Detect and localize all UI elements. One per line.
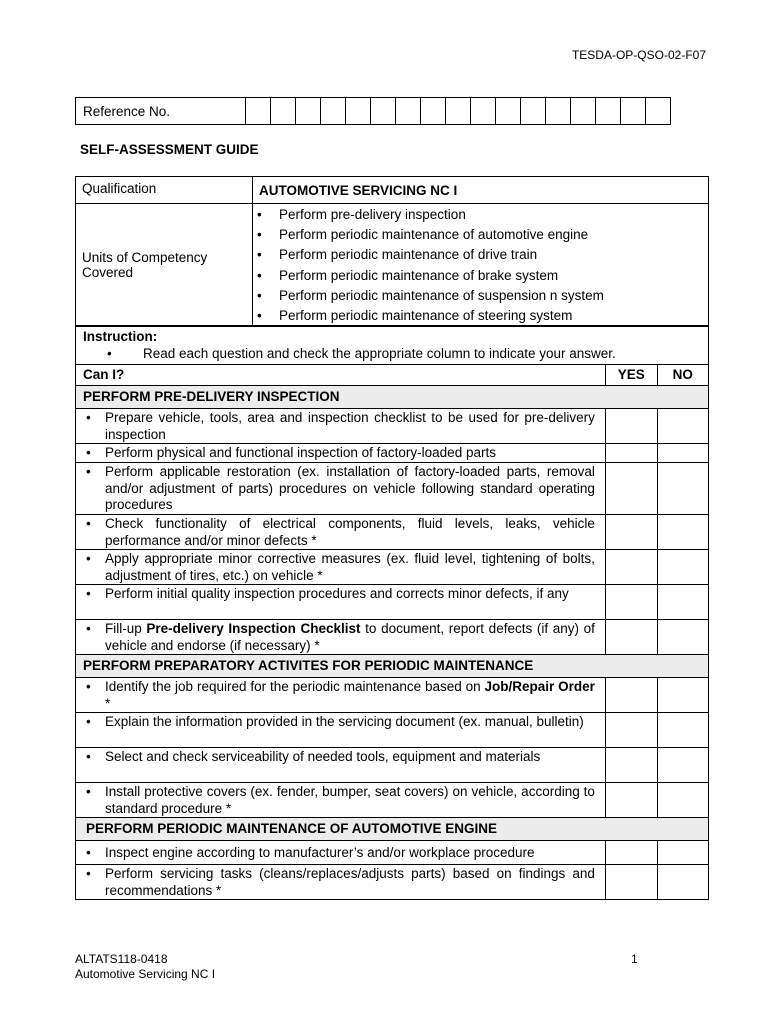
unit-item: • Perform periodic maintenance of brake system bbox=[253, 266, 708, 286]
yes-header: YES bbox=[605, 365, 657, 386]
no-checkbox[interactable] bbox=[657, 783, 708, 818]
reference-box[interactable] bbox=[471, 98, 496, 125]
assessment-item: • Check functionality of electrical components, fluid levels, leaks, vehicle performance and/or minor defects * bbox=[76, 515, 606, 550]
no-checkbox[interactable] bbox=[657, 678, 708, 713]
reference-number-table bbox=[75, 97, 671, 125]
item-text-b: to document, report defects (if any) of vehicle and endorse (if necessary) * bbox=[105, 621, 595, 653]
reference-box[interactable] bbox=[346, 98, 371, 125]
assessment-item: • Apply appropriate minor corrective measures (ex. fluid level, tightening of bolts, adjustment of tires, etc.) on vehicle * bbox=[76, 550, 606, 585]
item-text: Perform initial quality inspection procedures and corrects minor defects, if any bbox=[105, 586, 569, 601]
no-checkbox[interactable] bbox=[657, 515, 708, 550]
yes-checkbox[interactable] bbox=[605, 550, 657, 585]
yes-checkbox[interactable] bbox=[605, 585, 657, 620]
footer-code: ALTATS118-0418 bbox=[75, 952, 168, 966]
item-text: Select and check serviceability of needed tools, equipment and materials bbox=[105, 749, 541, 764]
reference-box[interactable] bbox=[246, 98, 271, 125]
assessment-item: • Perform applicable restoration (ex. installation of factory-loaded parts, removal and/or adjustment of parts) procedures on vehicle following standard operating procedures bbox=[76, 463, 606, 515]
item-text: Perform physical and functional inspection of factory-loaded parts bbox=[105, 445, 496, 460]
page-title: SELF-ASSESSMENT GUIDE bbox=[80, 142, 259, 157]
reference-box[interactable] bbox=[496, 98, 521, 125]
unit-item: • Perform periodic maintenance of drive train bbox=[253, 245, 708, 265]
unit-item: • Perform periodic maintenance of steering system bbox=[253, 306, 708, 326]
units-label: Units of Competency Covered bbox=[76, 204, 253, 327]
yes-checkbox[interactable] bbox=[605, 620, 657, 655]
yes-checkbox[interactable] bbox=[605, 841, 657, 865]
unit-item: • Perform pre-delivery inspection bbox=[253, 205, 708, 225]
assessment-item: • Install protective covers (ex. fender, bumper, seat covers) on vehicle, according to standard procedure * bbox=[76, 783, 606, 818]
reference-box[interactable] bbox=[321, 98, 346, 125]
item-text-bold: Pre-delivery Inspection Checklist bbox=[146, 621, 361, 636]
reference-box[interactable] bbox=[421, 98, 446, 125]
assessment-item: • Identify the job required for the periodic maintenance based on Job/Repair Order * bbox=[76, 678, 606, 713]
assessment-item: • Perform initial quality inspection procedures and corrects minor defects, if any bbox=[76, 585, 606, 620]
no-checkbox[interactable] bbox=[657, 841, 708, 865]
no-checkbox[interactable] bbox=[657, 550, 708, 585]
section-header: PERFORM PERIODIC MAINTENANCE OF AUTOMOTIVE ENGINE bbox=[76, 818, 709, 841]
yes-checkbox[interactable] bbox=[605, 865, 657, 900]
units-cell bbox=[253, 204, 709, 327]
item-text-a: Identify the job required for the periodic maintenance based on bbox=[105, 679, 485, 694]
yes-checkbox[interactable] bbox=[605, 463, 657, 515]
assessment-item: • Prepare vehicle, tools, area and inspection checklist to be used for pre-delivery inspection bbox=[76, 409, 606, 444]
assessment-table bbox=[75, 325, 709, 900]
assessment-item: • Perform physical and functional inspection of factory-loaded parts bbox=[76, 444, 606, 463]
assessment-item: • Select and check serviceability of needed tools, equipment and materials bbox=[76, 748, 606, 783]
footer-title: Automotive Servicing NC I bbox=[75, 967, 216, 981]
qualification-label: Qualification bbox=[76, 177, 253, 204]
item-text-a: Fill-up bbox=[105, 621, 147, 636]
reference-box[interactable] bbox=[296, 98, 321, 125]
item-text: Prepare vehicle, tools, area and inspection checklist to be used for pre-delivery inspection bbox=[105, 410, 595, 442]
reference-box[interactable] bbox=[396, 98, 421, 125]
item-text-b: * bbox=[105, 695, 111, 711]
reference-box[interactable] bbox=[596, 98, 621, 125]
no-checkbox[interactable] bbox=[657, 748, 708, 783]
item-text: Perform applicable restoration (ex. installation of factory-loaded parts, removal and/or adjustment of parts) procedures on vehicle following standard operating procedures bbox=[105, 464, 595, 512]
reference-box[interactable] bbox=[371, 98, 396, 125]
yes-checkbox[interactable] bbox=[605, 748, 657, 783]
no-checkbox[interactable] bbox=[657, 585, 708, 620]
item-text: Apply appropriate minor corrective measures (ex. fluid level, tightening of bolts, adjustment of tires, etc.) on vehicle * bbox=[105, 551, 595, 583]
no-checkbox[interactable] bbox=[657, 620, 708, 655]
reference-box[interactable] bbox=[521, 98, 546, 125]
assessment-item: • Perform servicing tasks (cleans/replaces/adjusts parts) based on findings and recommendations * bbox=[76, 865, 606, 900]
item-text: Inspect engine according to manufacturer’s and/or workplace procedure bbox=[105, 845, 535, 860]
unit-item: • Perform periodic maintenance of automotive engine bbox=[253, 225, 708, 245]
reference-box[interactable] bbox=[571, 98, 596, 125]
reference-box[interactable] bbox=[446, 98, 471, 125]
document-code: TESDA-OP-QSO-02-F07 bbox=[571, 48, 706, 62]
yes-checkbox[interactable] bbox=[605, 409, 657, 444]
assessment-item: • Fill-up Pre-delivery Inspection Checklist to document, report defects (if any) of vehicle and endorse (if necessary) * bbox=[76, 620, 606, 655]
no-checkbox[interactable] bbox=[657, 713, 708, 748]
instruction-text: Read each question and check the appropriate column to indicate your answer. bbox=[143, 346, 616, 361]
yes-checkbox[interactable] bbox=[605, 444, 657, 463]
unit-item: • Perform periodic maintenance of suspension n system bbox=[253, 286, 708, 306]
footer bbox=[75, 952, 215, 982]
reference-box[interactable] bbox=[646, 98, 671, 125]
no-checkbox[interactable] bbox=[657, 409, 708, 444]
no-checkbox[interactable] bbox=[657, 444, 708, 463]
yes-checkbox[interactable] bbox=[605, 713, 657, 748]
yes-checkbox[interactable] bbox=[605, 783, 657, 818]
reference-box[interactable] bbox=[621, 98, 646, 125]
yes-checkbox[interactable] bbox=[605, 515, 657, 550]
units-list bbox=[253, 205, 708, 326]
no-header: NO bbox=[657, 365, 708, 386]
qualification-value: AUTOMOTIVE SERVICING NC I bbox=[253, 177, 709, 204]
instruction-line: • Read each question and check the appropriate column to indicate your answer. bbox=[107, 346, 616, 361]
reference-label: Reference No. bbox=[76, 98, 246, 125]
section-header: PERFORM PRE-DELIVERY INSPECTION bbox=[76, 386, 709, 409]
item-text: Perform servicing tasks (cleans/replaces/adjusts parts) based on findings and recommendations * bbox=[105, 866, 595, 898]
assessment-item: • Explain the information provided in the servicing document (ex. manual, bulletin) bbox=[76, 713, 606, 748]
reference-box[interactable] bbox=[546, 98, 571, 125]
reference-box[interactable] bbox=[271, 98, 296, 125]
instruction-cell bbox=[76, 326, 709, 365]
instruction-label: Instruction: bbox=[83, 329, 158, 344]
item-text: Explain the information provided in the servicing document (ex. manual, bulletin) bbox=[105, 714, 584, 729]
can-i-header: Can I? bbox=[76, 365, 606, 386]
qualification-table bbox=[75, 176, 709, 327]
yes-checkbox[interactable] bbox=[605, 678, 657, 713]
section-header: PERFORM PREPARATORY ACTIVITES FOR PERIODIC MAINTENANCE bbox=[76, 655, 709, 678]
item-text: Install protective covers (ex. fender, bumper, seat covers) on vehicle, according to standard procedure * bbox=[105, 784, 595, 816]
assessment-item: • Inspect engine according to manufacturer’s and/or workplace procedure bbox=[76, 841, 606, 865]
no-checkbox[interactable] bbox=[657, 865, 708, 900]
item-text: Check functionality of electrical components, fluid levels, leaks, vehicle performance and/or minor defects * bbox=[105, 516, 595, 548]
item-text-bold: Job/Repair Order bbox=[484, 679, 595, 694]
page-number: 1 bbox=[631, 952, 638, 966]
no-checkbox[interactable] bbox=[657, 463, 708, 515]
